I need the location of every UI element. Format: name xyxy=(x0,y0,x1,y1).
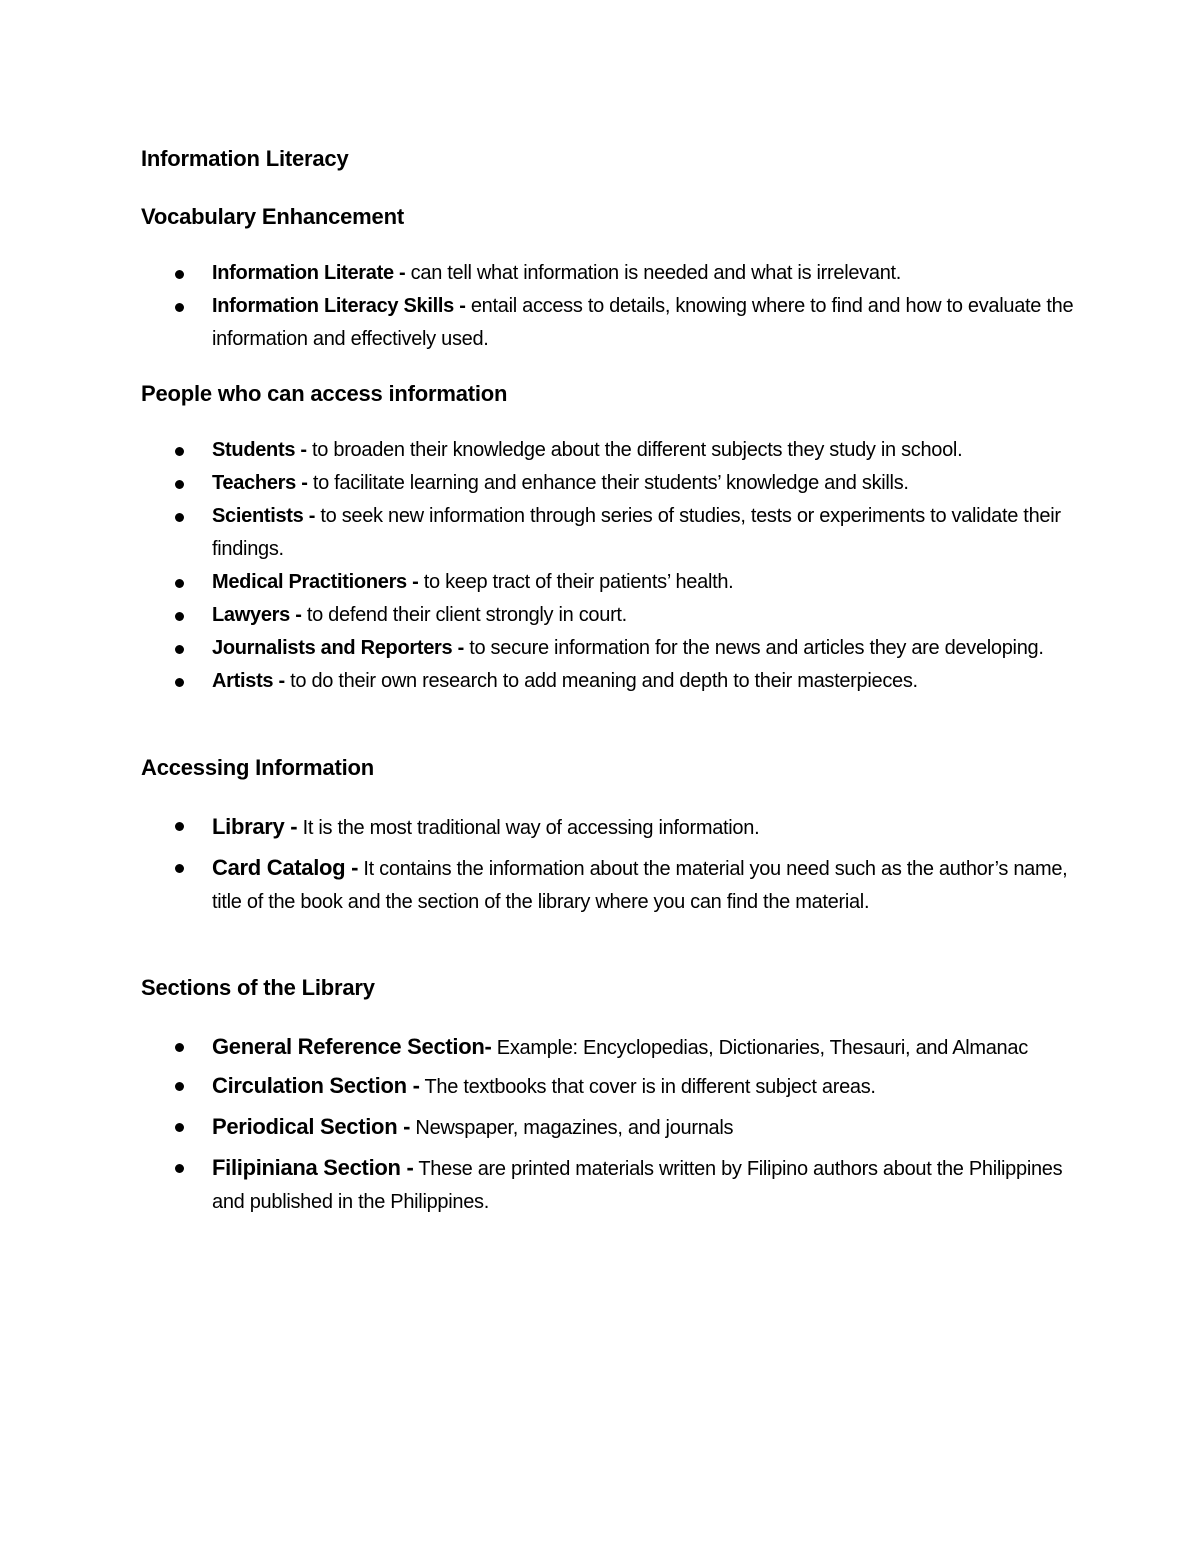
list-item xyxy=(0,665,1092,698)
section-heading-sections: Sections of the Library xyxy=(141,975,375,1000)
list-item xyxy=(0,566,1082,599)
list-item xyxy=(0,599,1082,632)
list-item xyxy=(0,1069,1082,1104)
bullet-icon xyxy=(175,822,184,831)
item-term: Library - xyxy=(212,814,298,839)
item-term: Information Literate - xyxy=(212,262,406,284)
accessing-list xyxy=(0,809,1200,919)
item-text: Example: Encyclopedias, Dictionaries, Thesauri, and Almanac xyxy=(491,1037,1028,1059)
bullet-icon xyxy=(175,447,184,456)
item-term: Filipiniana Section - xyxy=(212,1155,414,1180)
bullet-icon xyxy=(175,1123,184,1132)
list-item xyxy=(0,1110,1082,1145)
item-text: to broaden their knowledge about the different subjects they study in school. xyxy=(306,439,963,461)
bullet-icon xyxy=(175,678,184,687)
item-text: entail access to details, knowing where to find and how to evaluate the information and effectively used. xyxy=(212,295,1074,350)
list-item xyxy=(0,467,1082,500)
list-item xyxy=(0,257,1082,290)
item-term: Information Literacy Skills - xyxy=(212,295,466,317)
item-text: It is the most traditional way of accessing information. xyxy=(297,817,760,839)
list-item xyxy=(0,851,1082,919)
bullet-icon xyxy=(175,579,184,588)
item-text: to defend their client strongly in court. xyxy=(301,604,627,626)
bullet-icon xyxy=(175,303,184,312)
item-text: to do their own research to add meaning and depth to their masterpieces. xyxy=(284,670,918,692)
item-text: to seek new information through series of studies, tests or experiments to validate their findings. xyxy=(212,505,1061,560)
list-item xyxy=(0,290,1082,356)
item-text: to keep tract of their patients’ health. xyxy=(418,571,734,593)
item-term: Teachers - xyxy=(212,472,308,494)
item-text: These are printed materials written by Filipino authors about the Philippines and published in the Philippines. xyxy=(212,1158,1063,1213)
bullet-icon xyxy=(175,270,184,279)
item-term: Card Catalog - xyxy=(212,855,359,880)
list-item xyxy=(0,632,1082,665)
section-heading-vocabulary: Vocabulary Enhancement xyxy=(141,204,404,229)
people-list xyxy=(0,434,1200,698)
list-item xyxy=(0,434,1082,467)
item-text: It contains the information about the material you need such as the author’s name, title of the book and the section of the library where you can find the material. xyxy=(212,858,1068,913)
document-title: Information Literacy xyxy=(141,146,349,171)
item-term: General Reference Section- xyxy=(212,1034,492,1059)
vocabulary-list xyxy=(0,257,1200,356)
section-heading-accessing: Accessing Information xyxy=(141,755,374,780)
library-sections-list xyxy=(0,1030,1200,1219)
item-term: Students - xyxy=(212,439,307,461)
bullet-icon xyxy=(175,1164,184,1173)
item-term: Medical Practitioners - xyxy=(212,571,419,593)
item-text: can tell what information is needed and what is irrelevant. xyxy=(405,262,902,284)
item-term: Circulation Section - xyxy=(212,1073,420,1098)
item-text: to secure information for the news and articles they are developing. xyxy=(463,637,1044,659)
bullet-icon xyxy=(175,612,184,621)
item-term: Artists - xyxy=(212,670,285,692)
item-term: Scientists - xyxy=(212,505,316,527)
item-text: The textbooks that cover is in different subject areas. xyxy=(419,1076,876,1098)
item-term: Lawyers - xyxy=(212,604,302,626)
bullet-icon xyxy=(175,480,184,489)
list-item xyxy=(0,1151,1082,1219)
list-item xyxy=(0,500,1082,566)
bullet-icon xyxy=(175,1043,184,1052)
item-text: to facilitate learning and enhance their students’ knowledge and skills. xyxy=(307,472,909,494)
bullet-icon xyxy=(175,1082,184,1091)
section-heading-people: People who can access information xyxy=(141,381,508,406)
item-term: Journalists and Reporters - xyxy=(212,637,464,659)
item-text: Newspaper, magazines, and journals xyxy=(410,1117,734,1139)
list-item xyxy=(0,809,1082,846)
bullet-icon xyxy=(175,513,184,522)
bullet-icon xyxy=(175,864,184,873)
list-item xyxy=(0,1030,1082,1065)
bullet-icon xyxy=(175,645,184,654)
item-term: Periodical Section - xyxy=(212,1114,411,1139)
